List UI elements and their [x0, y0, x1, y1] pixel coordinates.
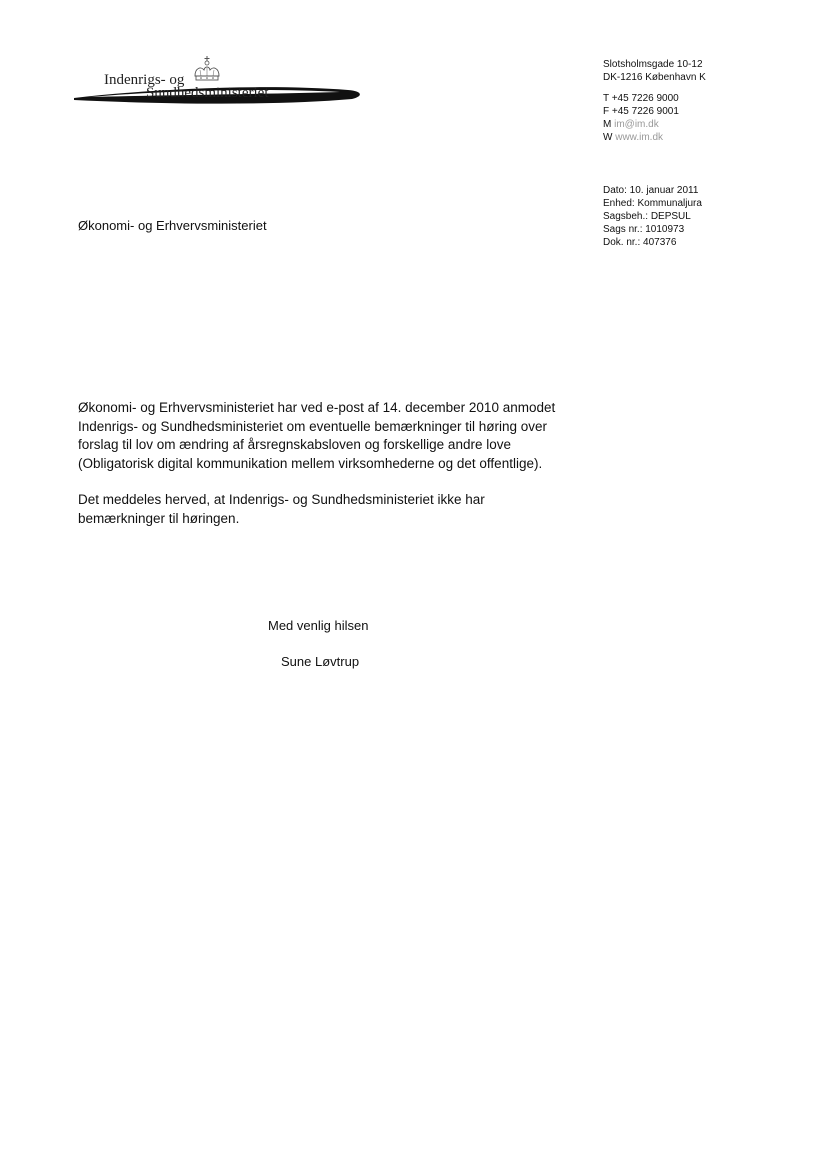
- meta-caseworker: Sagsbeh.: DEPSUL: [603, 211, 691, 222]
- phone-line: [603, 92, 706, 105]
- logo-text-line2: Sundhedsministeriet: [146, 85, 269, 101]
- meta-unit: Enhed: Kommunaljura: [603, 198, 702, 209]
- fax-number: +45 7226 9001: [611, 106, 679, 117]
- meta-date: Dato: 10. januar 2011: [603, 185, 699, 196]
- mail-label: M: [603, 119, 612, 130]
- sender-street: Slotsholmsgade 10-12: [603, 59, 703, 70]
- mail-address[interactable]: im@im.dk: [614, 119, 659, 130]
- letter-body: [78, 399, 568, 546]
- fax-label: F: [603, 106, 610, 117]
- phone-label: T: [603, 93, 609, 104]
- signature-name: Sune Løvtrup: [281, 654, 360, 669]
- ministry-logo: [70, 54, 370, 120]
- body-paragraph-2: Det meddeles herved, at Indenrigs- og Sundhedsministeriet ikke har bemærkninger til høringen.: [78, 492, 485, 526]
- meta-document-number: Dok. nr.: 407376: [603, 237, 677, 248]
- logo-text-line1: Indenrigs- og: [104, 72, 185, 88]
- meta-case-number: Sags nr.: 1010973: [603, 224, 685, 235]
- document-meta-block: [603, 184, 702, 249]
- recipient-address: Økonomi- og Erhvervsministeriet: [78, 218, 267, 233]
- crown-icon: [192, 56, 222, 84]
- sender-city: DK-1216 København K: [603, 72, 706, 83]
- fax-line: [603, 105, 706, 118]
- body-paragraph-1: Økonomi- og Erhvervsministeriet har ved e-post af 14. december 2010 anmodet Indenrigs- og Sundhedsministeriet om eventuelle bemærkninger til høring over forslag til lov om ændring af årsregnskabsloven og forskellige andre love (Obligatorisk digital kommunikation mellem virksomhederne og det offentlige).: [78, 400, 556, 471]
- phone-number: +45 7226 9000: [611, 93, 679, 104]
- sender-contact-block: [603, 58, 706, 144]
- web-label: W: [603, 132, 613, 143]
- web-line: [603, 131, 706, 144]
- web-address[interactable]: www.im.dk: [615, 132, 664, 143]
- closing-greeting: Med venlig hilsen: [268, 618, 369, 633]
- mail-line: [603, 118, 706, 131]
